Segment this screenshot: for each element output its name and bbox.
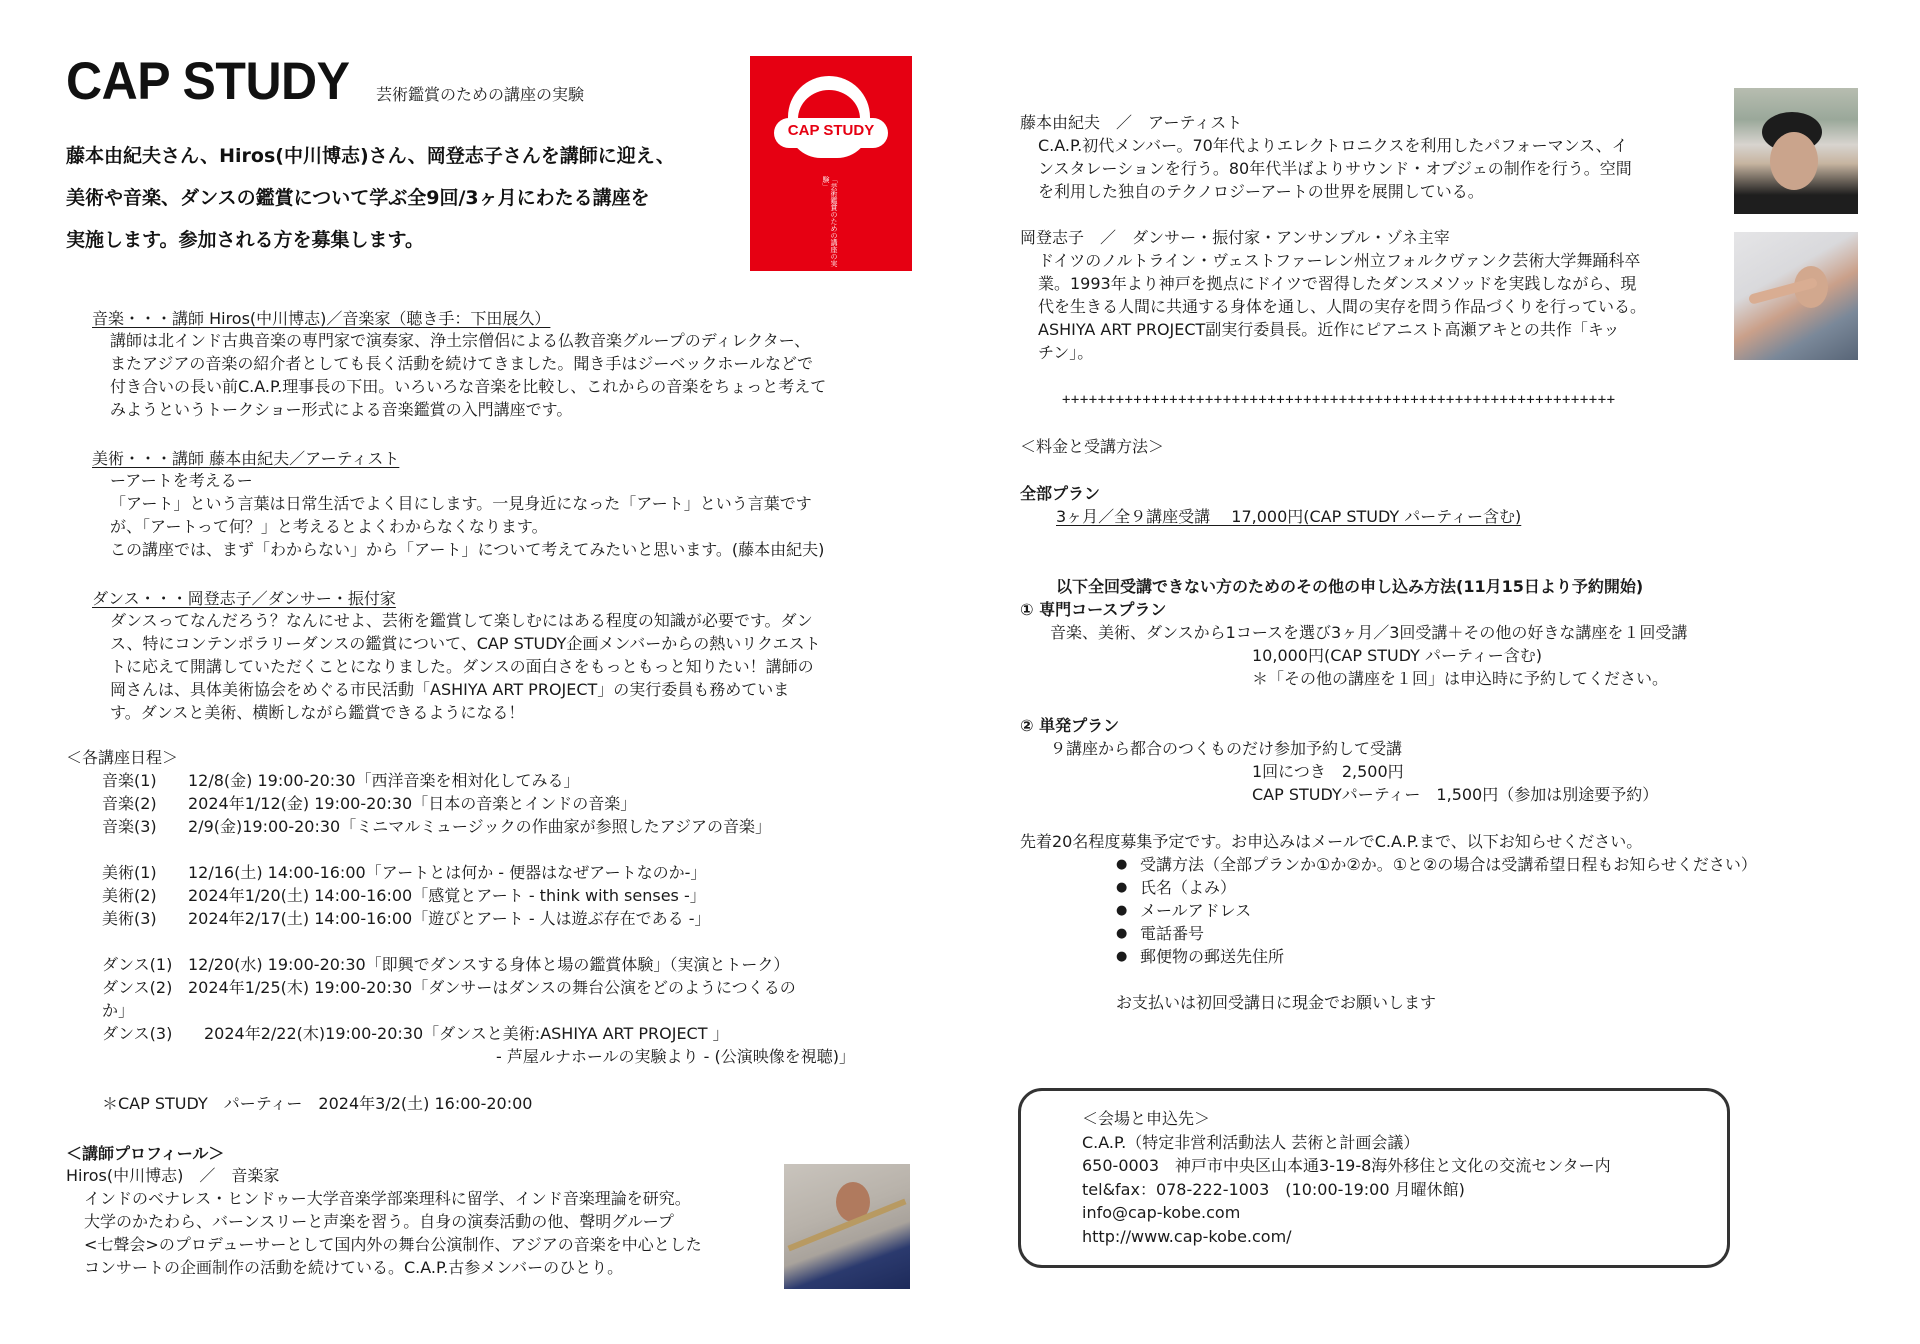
poster-logo-text: CAP STUDY xyxy=(787,122,875,139)
session-text: 12/8(金) 19:00-20:30「西洋音楽を相対化してみる」 xyxy=(188,771,580,790)
plan1-price: 10,000円(CAP STUDY パーティー含む) xyxy=(1252,646,1542,665)
text-line: ーアートを考えるー xyxy=(110,471,253,490)
poster-vertical-text: 「芸術鑑賞のための講座の実験」 xyxy=(822,176,838,267)
plan1-note: ＊「その他の講座を１回」は申込時に予約してください。 xyxy=(1252,669,1669,688)
course-heading: 美術・・・講師 藤本由紀夫／アーティスト xyxy=(92,449,400,468)
schedule-row xyxy=(66,861,926,884)
profile-oka xyxy=(1020,226,1720,364)
profile-bio xyxy=(1020,134,1720,203)
session-label: 美術(3) xyxy=(102,909,157,928)
text-line: ダンスってなんだろう？なんにせよ、芸術を鑑賞して楽しむにはある程度の知識が必要です。ダン xyxy=(110,611,813,630)
fujimoto-photo xyxy=(1734,88,1858,214)
text-line: が、「アートって何？」と考えるとよくわからなくなります。 xyxy=(110,517,548,536)
lead-paragraph xyxy=(66,135,675,261)
session-text: 12/20(水) 19:00-20:30「即興でダンスする身体と場の鑑賞体験」（実演とトーク） xyxy=(188,955,790,974)
application-intro: 先着20名程度募集予定です。お申込みはメールでC.A.P.まで、以下お知らせください。 xyxy=(1020,832,1643,851)
session-label: ダンス(2) xyxy=(102,978,173,997)
text-line: 「アート」という言葉は日常生活でよく目にします。一見身近になった「アート」という言葉です xyxy=(110,494,812,513)
full-plan-detail: 3ヶ月／全９講座受講 17,000円(CAP STUDY パーティー含む) xyxy=(1056,507,1522,526)
course-description xyxy=(92,609,912,724)
text-line: コンサートの企画制作の活動を続けている。C.A.P.古参メンバーのひとり。 xyxy=(84,1258,624,1277)
schedule-row xyxy=(66,1022,926,1045)
profile-bio xyxy=(1020,249,1720,364)
schedule-row xyxy=(66,976,926,999)
cap-study-poster-image xyxy=(750,56,912,271)
schedule-row-continued xyxy=(66,999,926,1022)
profiles-heading: ＜講師プロフィール＞ xyxy=(66,1144,225,1163)
plan2-title: ② 単発プラン xyxy=(1020,716,1120,735)
text-line: ドイツのノルトライン・ヴェストファーレン州立フォルクヴァンク芸術大学舞踊科卒 xyxy=(1038,251,1641,270)
plan2-price: 1回につき 2,500円 xyxy=(1252,762,1404,781)
course-music xyxy=(92,306,912,421)
course-art xyxy=(92,446,912,561)
plan2 xyxy=(1020,714,1900,806)
venue-tel: tel&fax：078-222-1003 (10:00-19:00 月曜休館) xyxy=(1082,1179,1465,1199)
pricing-heading: ＜料金と受講方法＞ xyxy=(1020,437,1165,456)
session-text: か」 xyxy=(102,1001,135,1020)
schedule-row xyxy=(66,884,926,907)
profile-name: 岡登志子 ／ ダンサー・振付家・アンサンブル・ゾネ主宰 xyxy=(1020,228,1450,247)
profile-fujimoto xyxy=(1020,111,1720,203)
plan2-party-price: CAP STUDYパーティー 1,500円（参加は別途要予約） xyxy=(1252,785,1659,804)
text-line: みようというトークショー形式による音楽鑑賞の入門講座です。 xyxy=(110,400,573,419)
session-text: 12/16(土) 14:00-16:00「アートとは何か - 便器はなぜアートなのか-」 xyxy=(188,863,707,882)
portrait-face xyxy=(1770,132,1818,190)
text-line: チン」。 xyxy=(1038,343,1094,362)
schedule-row xyxy=(66,769,926,792)
session-text: 2024年2/17(土) 14:00-16:00「遊びとアート - 人は遊ぶ存在である -」 xyxy=(188,909,711,928)
application-item: ● 郵便物の郵送先住所 xyxy=(1116,945,1900,968)
hiros-photo xyxy=(784,1164,910,1289)
text-line: 大学のかたわら、バーンスリーと声楽を習う。自身の演奏活動の他、聲明グループ xyxy=(84,1212,674,1231)
text-line: す。ダンスと美術、横断しながら鑑賞できるようになる！ xyxy=(110,703,525,722)
application-item: ● 電話番号 xyxy=(1116,922,1900,945)
application-item: ● 氏名（よみ） xyxy=(1116,876,1900,899)
oka-photo xyxy=(1734,232,1858,360)
schedule-row xyxy=(66,792,926,815)
session-text: 2024年2/22(木)19:00-20:30「ダンスと美術:ASHIYA ART PROJECT 」 xyxy=(188,1024,729,1043)
profile-name: Hiros(中川博志) ／ 音楽家 xyxy=(66,1166,280,1185)
course-description xyxy=(92,329,912,421)
text-line: C.A.P.初代メンバー。70年代よりエレクトロニクスを利用したパフォーマンス、イ xyxy=(1038,136,1628,155)
payment-note: お支払いは初回受講日に現金でお願いします xyxy=(1116,993,1437,1012)
page-subtitle: 芸術鑑賞のための講座の実験 xyxy=(376,85,585,104)
text-line: ンスタレーションを行う。80年代半ばよりサウンド・オブジェの制作を行う。空間 xyxy=(1038,159,1632,178)
course-dance xyxy=(92,586,912,724)
profile-bio xyxy=(66,1187,766,1279)
profile-name: 藤本由紀夫 ／ アーティスト xyxy=(1020,113,1243,132)
schedule-heading: ＜各講座日程＞ xyxy=(66,748,179,767)
schedule-row xyxy=(66,907,926,930)
course-description xyxy=(92,469,912,561)
full-plan-title: 全部プラン xyxy=(1020,484,1101,503)
lead-line: 実施します。参加される方を募集します。 xyxy=(66,229,424,251)
venue-address: 650-0003 神戸市中央区山本通3-19-8海外移住と文化の交流センター内 xyxy=(1082,1156,1611,1175)
text-line: ASHIYA ART PROJECT副実行委員長。近作にピアニスト高瀬アキとの共作「キッ xyxy=(1038,320,1620,339)
session-text: 2024年1/12(金) 19:00-20:30「日本の音楽とインドの音楽」 xyxy=(188,794,637,813)
plan1-detail: 音楽、美術、ダンスから1コースを選び3ヶ月／3回受講＋その他の好きな講座を１回受講 xyxy=(1050,623,1688,642)
other-plans xyxy=(1020,575,1900,690)
party-line: ＊CAP STUDY パーティー 2024年3/2(土) 16:00-20:00 xyxy=(102,1094,533,1113)
text-line: 講師は北インド古典音楽の専門家で演奏家、浄土宗僧侶による仏教音楽グループのディレクター、 xyxy=(110,331,811,350)
text-line: 業。1993年より神戸を拠点にドイツで習得したダンスメソッドを実践しながら、現 xyxy=(1038,274,1637,293)
venue-website-link[interactable]: http://www.cap-kobe.com/ xyxy=(1082,1226,1292,1246)
schedule-section xyxy=(66,746,926,1115)
schedule-row-continued xyxy=(66,1045,926,1068)
text-line: インドのベナレス・ヒンドゥー大学音楽学部楽理科に留学、インド音楽理論を研究。 xyxy=(84,1189,691,1208)
lead-line: 美術や音楽、ダンスの鑑賞について学ぶ全9回/3ヶ月にわたる講座を xyxy=(66,187,650,209)
venue-heading: ＜会場と申込先＞ xyxy=(1082,1109,1211,1128)
text-line: 代を生きる人間に共通する身体を通し、人間の実存を問う作品づくりを行っている。 xyxy=(1038,297,1647,316)
plus-divider: ++++++++++++++++++++++++++++++++++++++++++++++++++++++++++++++ xyxy=(1062,392,1616,408)
course-heading: ダンス・・・岡登志子／ダンサー・振付家 xyxy=(92,589,396,608)
text-line: この講座では、まず「わからない」から「アート」について考えてみたいと思います。(藤本由紀夫) xyxy=(110,540,825,559)
text-line: 付き合いの長い前C.A.P.理事長の下田。いろいろな音楽を比較し、これからの音楽をちょっと考えて xyxy=(110,377,827,396)
text-line: を利用した独自のテクノロジーアートの世界を展開している。 xyxy=(1038,182,1484,201)
session-label: 音楽(2) xyxy=(102,794,157,813)
plan1-title: ① 専門コースプラン xyxy=(1020,600,1167,619)
text-line: トに応えて開講していただくことになりました。ダンスの面白さをもっともっと知りたい！講師の xyxy=(110,657,814,676)
text-line: ス、特にコンテンポラリーダンスの鑑賞について、CAP STUDY企画メンバーからの熱いリクエスト xyxy=(110,634,821,653)
venue-info xyxy=(1082,1107,1611,1248)
profile-hiros xyxy=(66,1164,766,1279)
session-text: 2024年1/20(土) 14:00-16:00「感覚とアート - think with senses -」 xyxy=(188,886,706,905)
session-label: ダンス(3) xyxy=(102,1024,173,1043)
session-text: 2/9(金)19:00-20:30「ミニマルミュージックの作曲家が参照したアジアの音楽」 xyxy=(188,817,771,836)
application-info xyxy=(1020,830,1900,1014)
session-label: 音楽(3) xyxy=(102,817,157,836)
schedule-row xyxy=(66,953,926,976)
session-label: 音楽(1) xyxy=(102,771,157,790)
venue-email-link[interactable]: info@cap-kobe.com xyxy=(1082,1203,1241,1222)
schedule-row xyxy=(66,815,926,838)
session-text: 2024年1/25(木) 19:00-20:30「ダンサーはダンスの舞台公演をどのようにつくるの xyxy=(188,978,796,997)
text-line: <七聲会>のプロデューサーとして国内外の舞台公演制作、アジアの音楽を中心とした xyxy=(84,1235,702,1254)
venue-org: C.A.P.（特定非営利活動法人 芸術と計画会議） xyxy=(1082,1132,1420,1152)
course-heading: 音楽・・・講師 Hiros(中川博志)／音楽家（聴き手：下田展久） xyxy=(92,309,551,328)
application-items-list xyxy=(1020,853,1900,968)
session-label: ダンス(1) xyxy=(102,955,173,974)
application-item: ● 受講方法（全部プランか①か②か。①と②の場合は受講希望日程もお知らせください） xyxy=(1116,853,1900,876)
plan2-detail: ９講座から都合のつくものだけ参加予約して受講 xyxy=(1050,739,1403,758)
text-line: またアジアの音楽の紹介者としても長く活動を続けてきました。聞き手はジーベックホールなどで xyxy=(110,354,814,373)
session-label: 美術(1) xyxy=(102,863,157,882)
text-line: 岡さんは、具体美術協会をめぐる市民活動「ASHIYA ART PROJECT」の実行委員も務めていま xyxy=(110,680,790,699)
lead-line: 藤本由紀夫さん、Hiros(中川博志)さん、岡登志子さんを講師に迎え、 xyxy=(66,145,675,167)
page-title: CAP STUDY xyxy=(66,51,350,111)
session-label: 美術(2) xyxy=(102,886,157,905)
application-item: ● メールアドレス xyxy=(1116,899,1900,922)
full-plan xyxy=(1020,482,1900,528)
session-text: - 芦屋ルナホールの実験より - (公演映像を視聴)」 xyxy=(496,1047,855,1066)
other-plans-intro: 以下全回受講できない方のためのその他の申し込み方法(11月15日より予約開始) xyxy=(1056,577,1644,596)
